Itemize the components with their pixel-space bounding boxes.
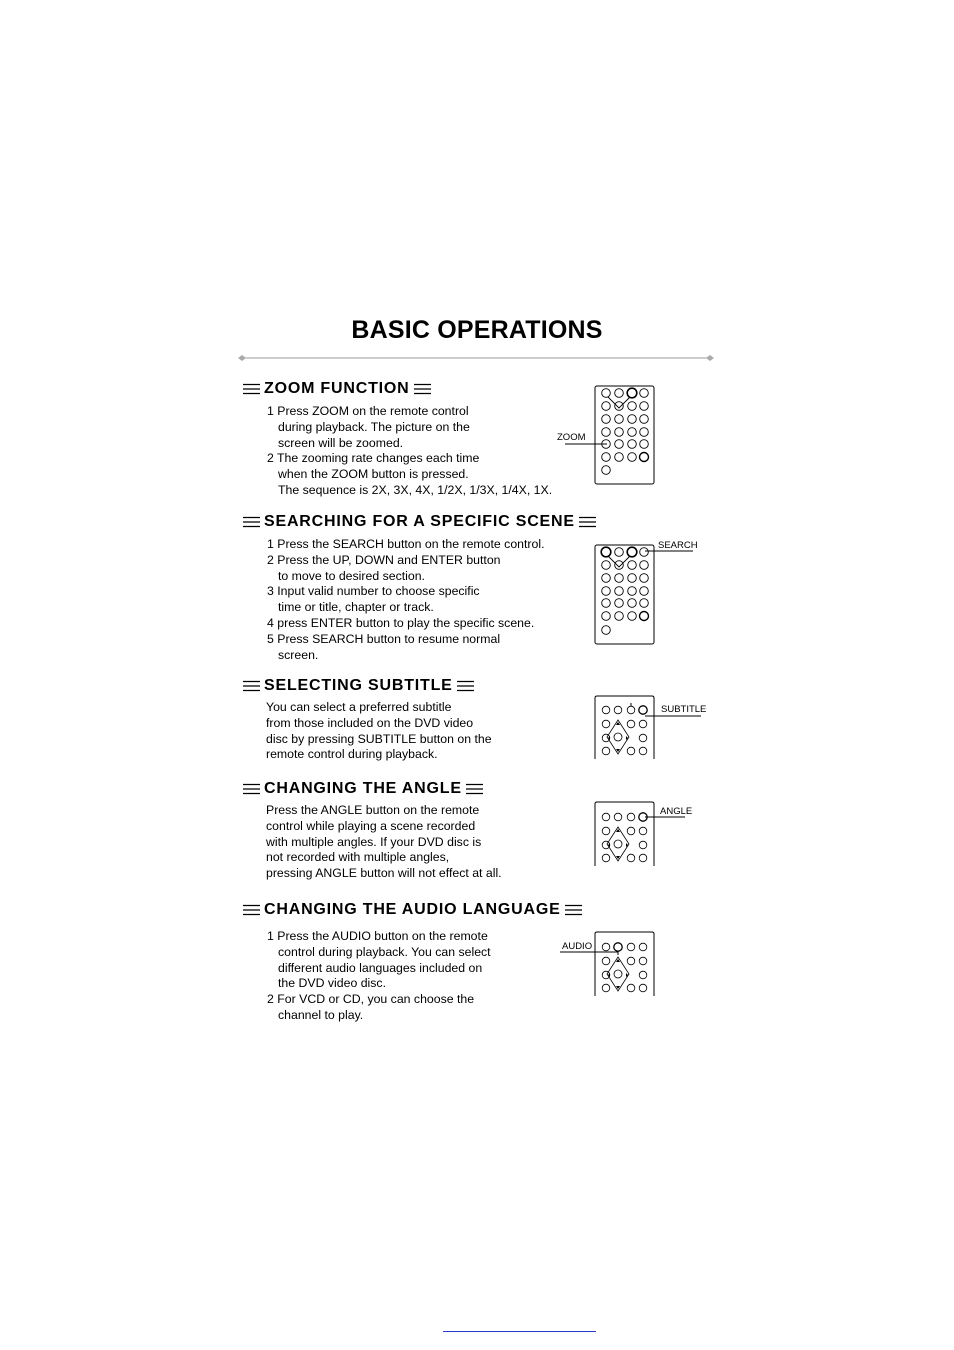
audio-callout-line xyxy=(560,951,618,955)
heading-bars-icon xyxy=(414,383,431,395)
angle-instructions xyxy=(266,803,502,882)
remote-control-diagram xyxy=(594,385,656,486)
angle-line: with multiple angles. If your DVD disc is xyxy=(266,834,482,849)
subtitle-line: from those included on the DVD video xyxy=(266,715,474,730)
audio-callout-label: AUDIO xyxy=(562,941,593,952)
subtitle-line: disc by pressing SUBTITLE button on the xyxy=(266,731,492,746)
heading-bars-icon xyxy=(243,680,260,692)
audio-heading-text: CHANGING THE AUDIO LANGUAGE xyxy=(264,901,561,918)
zoom-heading xyxy=(243,380,431,398)
zoom-line: 2 The zooming rate changes each time xyxy=(267,451,480,466)
search-line: 2 Press the UP, DOWN and ENTER button xyxy=(267,552,501,567)
audio-line: 1 Press the AUDIO button on the remote xyxy=(267,929,488,943)
search-line: time or title, chapter or track. xyxy=(278,600,434,615)
angle-callout-line xyxy=(645,816,685,820)
search-heading-text: SEARCHING FOR A SPECIFIC SCENE xyxy=(264,513,575,530)
heading-bars-icon xyxy=(243,383,260,395)
remote-control-nav-diagram xyxy=(594,931,656,997)
search-callout-label: SEARCH xyxy=(658,540,698,551)
heading-bars-icon xyxy=(243,516,260,528)
angle-line: not recorded with multiple angles, xyxy=(266,850,450,865)
subtitle-line: remote control during playback. xyxy=(266,747,438,762)
search-instructions xyxy=(267,537,545,663)
audio-line: 2 For VCD or CD, you can choose the xyxy=(267,992,475,1007)
angle-line: pressing ANGLE button will not effect at all. xyxy=(266,866,502,881)
heading-bars-icon xyxy=(466,783,483,795)
audio-line: control during playback. You can select xyxy=(278,944,491,959)
audio-line: the DVD video disc. xyxy=(278,976,386,991)
remote-control-diagram xyxy=(594,544,656,646)
zoom-line: when the ZOOM button is pressed. xyxy=(278,467,469,482)
zoom-line: screen will be zoomed. xyxy=(278,435,404,450)
search-line: 4 press ENTER button to play the specific scene. xyxy=(267,615,535,630)
search-line: to move to desired section. xyxy=(278,568,425,583)
angle-heading xyxy=(243,780,483,798)
heading-bars-icon xyxy=(565,904,582,916)
remote-control-nav-diagram xyxy=(594,695,656,760)
heading-bars-icon xyxy=(579,516,596,528)
angle-line: Press the ANGLE button on the remote xyxy=(266,803,480,817)
heading-bars-icon xyxy=(243,783,260,795)
zoom-instructions xyxy=(267,404,552,499)
zoom-line: during playback. The picture on the xyxy=(278,419,470,434)
subtitle-callout-line xyxy=(645,715,701,719)
zoom-callout-label: ZOOM xyxy=(557,432,586,443)
zoom-line: The sequence is 2X, 3X, 4X, 1/2X, 1/3X, 1/4X, 1X. xyxy=(278,482,553,497)
title-divider xyxy=(236,350,718,366)
subtitle-line: You can select a preferred subtitle xyxy=(266,700,452,714)
page-title: BASIC OPERATIONS xyxy=(351,316,603,344)
search-callout-line xyxy=(645,550,693,554)
zoom-line: 1 Press ZOOM on the remote control xyxy=(267,404,469,418)
heading-bars-icon xyxy=(243,904,260,916)
search-heading xyxy=(243,513,596,531)
audio-instructions xyxy=(267,929,491,1024)
audio-heading xyxy=(243,901,582,919)
zoom-callout-line xyxy=(565,443,607,447)
footer-link-underline[interactable] xyxy=(443,1331,596,1332)
heading-bars-icon xyxy=(457,680,474,692)
angle-heading-text: CHANGING THE ANGLE xyxy=(264,780,462,797)
audio-line: channel to play. xyxy=(278,1007,364,1022)
subtitle-heading-text: SELECTING SUBTITLE xyxy=(264,677,453,694)
search-line: 1 Press the SEARCH button on the remote control. xyxy=(267,537,545,551)
remote-control-nav-diagram xyxy=(594,801,656,867)
audio-line: different audio languages included on xyxy=(278,960,483,975)
subtitle-callout-label: SUBTITLE xyxy=(661,704,707,715)
search-line: screen. xyxy=(278,647,319,662)
search-line: 5 Press SEARCH button to resume normal xyxy=(267,631,501,646)
subtitle-instructions xyxy=(266,700,492,763)
search-line: 3 Input valid number to choose specific xyxy=(267,584,480,599)
angle-callout-label: ANGLE xyxy=(660,806,693,817)
angle-line: control while playing a scene recorded xyxy=(266,818,476,833)
subtitle-heading xyxy=(243,677,474,695)
zoom-heading-text: ZOOM FUNCTION xyxy=(264,380,410,397)
